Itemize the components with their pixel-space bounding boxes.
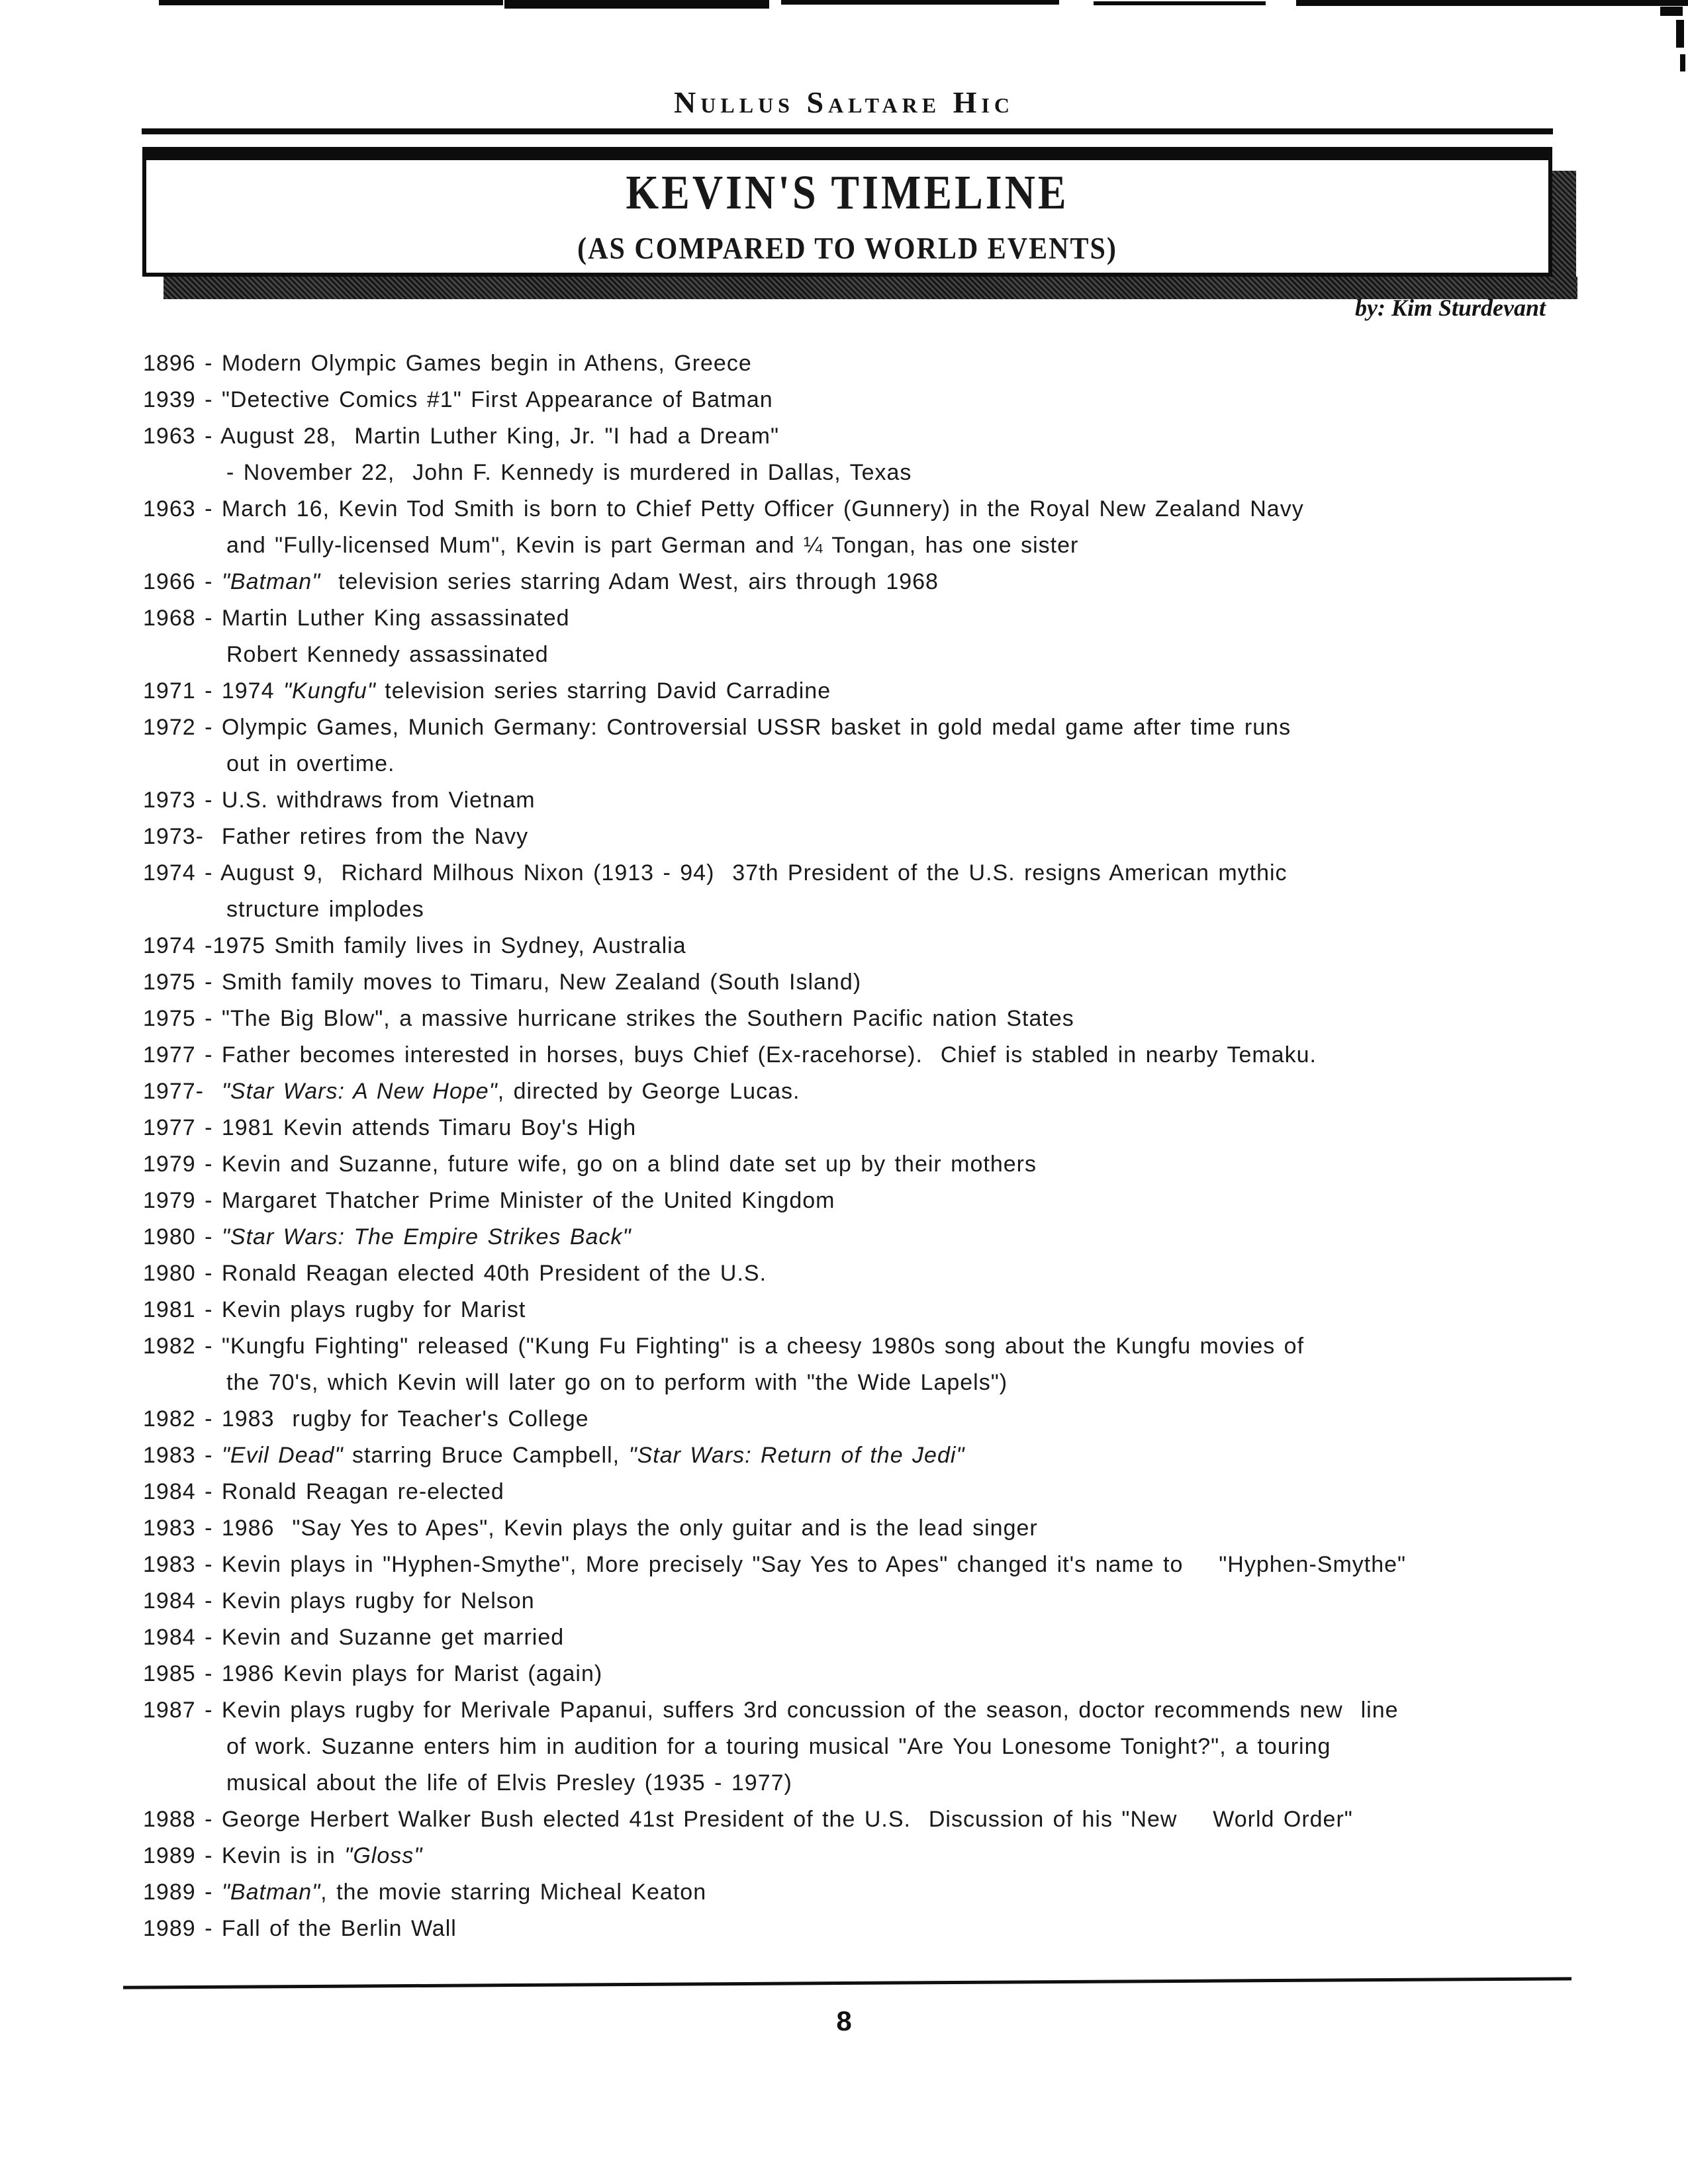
timeline-entry [143, 1401, 1593, 1437]
timeline-entry-title-segment: "Kungfu" [283, 678, 376, 704]
timeline-entry-text-segment: 1984 - Ronald Reagan re-elected [143, 1479, 504, 1504]
timeline-entry-text-segment: starring Bruce Campbell, [343, 1443, 629, 1468]
timeline-entry [143, 1656, 1593, 1692]
timeline-entry-text-segment: 1973 - U.S. withdraws from Vietnam [143, 788, 536, 813]
timeline-entry-text-segment: 1987 - Kevin plays rugby for Merivale Papanui, suffers 3rd concussion of the season, doctor recommends new line [143, 1698, 1399, 1723]
timeline-entry [143, 637, 1593, 673]
timeline-entry-text-segment: television series starring David Carradine [375, 678, 831, 704]
timeline-entry-text-segment: 1979 - Kevin and Suzanne, future wife, go on a blind date set up by their mothers [143, 1152, 1037, 1177]
timeline-entry [143, 709, 1593, 746]
timeline-entry [143, 418, 1593, 455]
timeline-entry [143, 455, 1593, 491]
timeline-entry-text-segment: television series starring Adam West, airs through 1968 [320, 569, 939, 594]
timeline-entry-text-segment: 1963 - March 16, Kevin Tod Smith is born to Chief Petty Officer (Gunnery) in the Royal New Zealand Navy [143, 496, 1304, 522]
masthead-title: Nullus Saltare Hic [674, 85, 1014, 119]
timeline-entry-text-segment: 1980 - [143, 1224, 222, 1250]
timeline-entry [143, 1365, 1593, 1401]
timeline-entry-text-segment: 1982 - "Kungfu Fighting" released ("Kung Fu Fighting" is a cheesy 1980s song about the Kungfu movies of [143, 1334, 1305, 1359]
timeline-entry-title-segment: "Batman" [221, 569, 321, 594]
timeline-entry-text-segment: 1974 - August 9, Richard Milhous Nixon (1913 - 94) 37th President of the U.S. resigns American mythic [143, 860, 1288, 886]
timeline-entry [143, 1729, 1593, 1765]
title-box-shadow-right [1552, 171, 1576, 299]
timeline-entry [143, 673, 1593, 709]
timeline-entry [143, 891, 1593, 928]
timeline-entry-title-segment: "Star Wars: A New Hope" [221, 1079, 498, 1104]
timeline-entry-text-segment: 1974 -1975 Smith family lives in Sydney, Australia [143, 933, 686, 958]
timeline-entry-text-segment: 1975 - Smith family moves to Timaru, New Zealand (South Island) [143, 970, 862, 995]
timeline-entry-text-segment: 1973- Father retires from the Navy [143, 824, 529, 849]
byline: by: Kim Sturdevant [1354, 295, 1546, 321]
timeline-entry-text-segment: 1989 - [143, 1880, 222, 1905]
timeline-entry-text-segment: 1985 - 1986 Kevin plays for Marist (again) [143, 1661, 603, 1686]
timeline-entry-title-segment: "Batman" [221, 1880, 321, 1905]
timeline-entry [143, 1255, 1593, 1292]
timeline-entry-text-segment: - November 22, John F. Kennedy is murdered in Dallas, Texas [226, 460, 912, 485]
timeline-entry [143, 600, 1593, 637]
timeline-entry [143, 1292, 1593, 1328]
timeline-entry [143, 1801, 1593, 1838]
timeline-entry-text-segment: 1984 - Kevin and Suzanne get married [143, 1625, 565, 1650]
timeline-entry [143, 1219, 1593, 1255]
scan-artifact [504, 0, 769, 9]
timeline-entry [143, 1183, 1593, 1219]
timeline-entry [143, 382, 1593, 418]
scan-artifact [1296, 0, 1688, 6]
timeline-entry [143, 819, 1593, 855]
timeline-entry [143, 1838, 1593, 1874]
timeline-entry [143, 782, 1593, 819]
timeline-entry-text-segment: 1963 - August 28, Martin Luther King, Jr. "I had a Dream" [143, 424, 780, 449]
timeline-entry-title-segment: "Star Wars: The Empire Strikes Back" [221, 1224, 632, 1250]
timeline-entry-text-segment: 1939 - "Detective Comics #1" First Appearance of Batman [143, 387, 773, 412]
timeline-entry-text-segment: 1975 - "The Big Blow", a massive hurricane strikes the Southern Pacific nation States [143, 1006, 1074, 1031]
timeline-entry-text-segment: 1979 - Margaret Thatcher Prime Minister of the United Kingdom [143, 1188, 835, 1213]
timeline-entry [143, 1619, 1593, 1656]
timeline-entry [143, 564, 1593, 600]
timeline-entry [143, 1328, 1593, 1365]
page-subtitle: (AS COMPARED TO WORLD EVENTS) [577, 232, 1117, 266]
timeline-entry-text-segment: 1972 - Olympic Games, Munich Germany: Controversial USSR basket in gold medal game after time runs [143, 715, 1291, 740]
timeline-entry-text-segment: Robert Kennedy assassinated [226, 642, 549, 667]
scan-artifact [1660, 7, 1683, 16]
timeline-entry-text-segment: and "Fully-licensed Mum", Kevin is part German and ¼ Tongan, has one sister [226, 533, 1079, 558]
timeline-entry-text-segment: 1980 - Ronald Reagan elected 40th President of the U.S. [143, 1261, 767, 1286]
timeline-entry-text-segment: 1982 - 1983 rugby for Teacher's College [143, 1406, 589, 1432]
timeline-entry-text-segment: 1989 - Fall of the Berlin Wall [143, 1916, 457, 1941]
timeline-entry-text-segment: 1981 - Kevin plays rugby for Marist [143, 1297, 526, 1322]
timeline-entry [143, 1073, 1593, 1110]
timeline-entry [143, 527, 1593, 564]
timeline-entry [143, 1474, 1593, 1510]
timeline-entry-text-segment: the 70's, which Kevin will later go on to perform with "the Wide Lapels") [226, 1370, 1008, 1395]
timeline-entry-text-segment: , the movie starring Micheal Keaton [320, 1880, 707, 1905]
scan-artifact [1680, 54, 1685, 71]
timeline-entry [143, 1037, 1593, 1073]
timeline-entry-text-segment: 1989 - Kevin is in [143, 1843, 345, 1868]
timeline-entry-text-segment: 1977 - 1981 Kevin attends Timaru Boy's High [143, 1115, 637, 1140]
timeline-entry [143, 746, 1593, 782]
timeline-entry-title-segment: "Evil Dead" [221, 1443, 344, 1468]
timeline-entry-text-segment: 1977- [143, 1079, 222, 1104]
timeline-entry-text-segment: of work. Suzanne enters him in audition for a touring musical "Are You Lonesome Tonight?", a touring [226, 1734, 1331, 1759]
timeline-entry [143, 1692, 1593, 1729]
timeline-entry [143, 1583, 1593, 1619]
timeline-entry-text-segment: structure implodes [226, 897, 424, 922]
timeline-entry-text-segment: musical about the life of Elvis Presley (1935 - 1977) [226, 1770, 792, 1796]
timeline-entry-title-segment: "Gloss" [344, 1843, 423, 1868]
timeline-list [143, 345, 1593, 1947]
timeline-entry-text-segment: 1896 - Modern Olympic Games begin in Athens, Greece [143, 351, 752, 376]
header-rule [142, 128, 1553, 134]
timeline-entry [143, 345, 1593, 382]
scan-artifact [1094, 1, 1266, 5]
timeline-entry-text-segment: 1983 - 1986 "Say Yes to Apes", Kevin plays the only guitar and is the lead singer [143, 1516, 1038, 1541]
scan-artifact [781, 0, 1059, 5]
timeline-entry-text-segment: 1968 - Martin Luther King assassinated [143, 606, 570, 631]
timeline-entry-title-segment: "Star Wars: Return of the Jedi" [628, 1443, 965, 1468]
timeline-entry-text-segment: 1984 - Kevin plays rugby for Nelson [143, 1588, 535, 1614]
timeline-entry-text-segment: 1966 - [143, 569, 222, 594]
scan-artifact [159, 0, 503, 5]
timeline-entry [143, 1001, 1593, 1037]
timeline-entry [143, 1437, 1593, 1474]
timeline-entry-text-segment: , directed by George Lucas. [497, 1079, 800, 1104]
title-box [142, 147, 1552, 277]
timeline-entry [143, 1874, 1593, 1911]
timeline-entry [143, 928, 1593, 964]
timeline-entry [143, 1146, 1593, 1183]
timeline-entry [143, 491, 1593, 527]
timeline-entry-text-segment: 1977 - Father becomes interested in horses, buys Chief (Ex-racehorse). Chief is stabled in nearby Temaku. [143, 1042, 1317, 1068]
timeline-entry [143, 855, 1593, 891]
footer-rule [123, 1977, 1571, 1989]
timeline-entry [143, 1911, 1593, 1947]
timeline-entry-text-segment: out in overtime. [226, 751, 395, 776]
timeline-entry-text-segment: 1971 - 1974 [143, 678, 283, 704]
timeline-entry [143, 964, 1593, 1001]
timeline-entry-text-segment: 1988 - George Herbert Walker Bush elected 41st President of the U.S. Discussion of his "New World Order" [143, 1807, 1353, 1832]
page-number: 8 [836, 2005, 852, 2036]
page-title: KEVIN'S TIMELINE [626, 165, 1069, 220]
timeline-entry [143, 1547, 1593, 1583]
timeline-entry [143, 1765, 1593, 1801]
timeline-entry-text-segment: 1983 - Kevin plays in "Hyphen-Smythe", More precisely "Say Yes to Apes" changed it's name to "Hyphen-Smythe" [143, 1552, 1407, 1577]
timeline-entry [143, 1110, 1593, 1146]
scan-artifact [1676, 20, 1684, 48]
timeline-entry-text-segment: 1983 - [143, 1443, 222, 1468]
timeline-entry [143, 1510, 1593, 1547]
